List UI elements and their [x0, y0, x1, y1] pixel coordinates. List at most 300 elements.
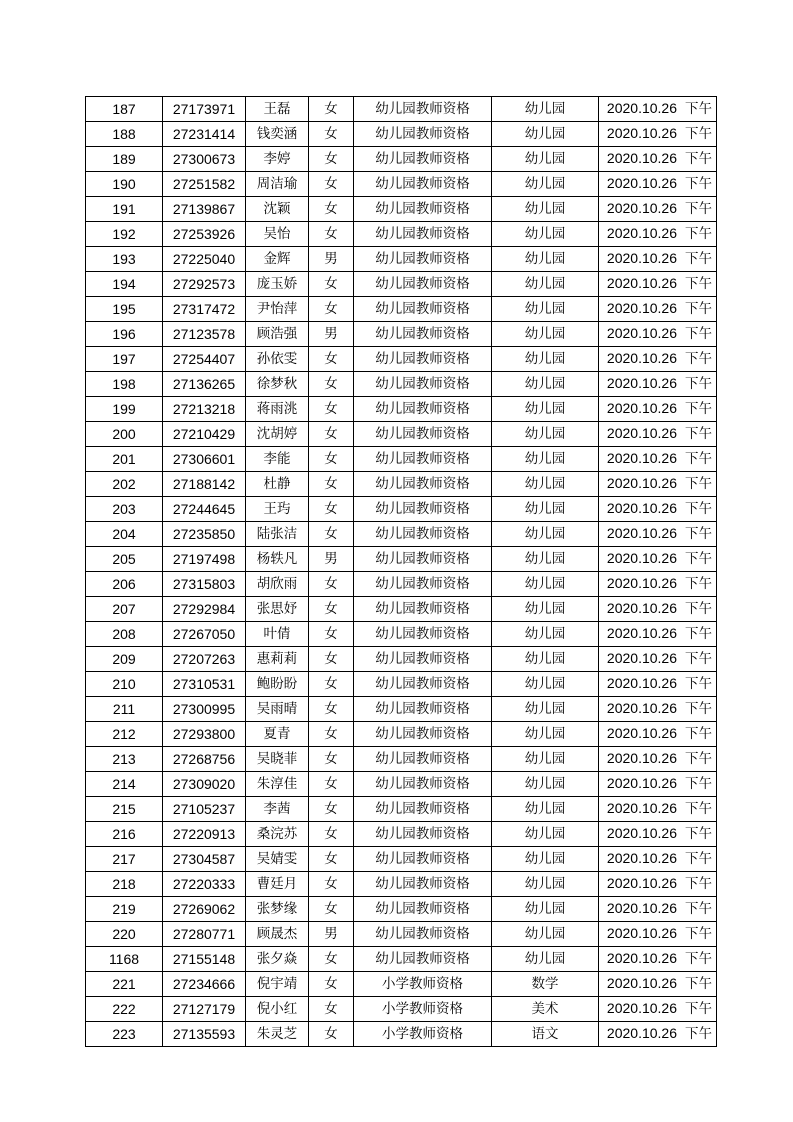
table-row [86, 197, 717, 222]
cell-seq: 190 [86, 172, 163, 197]
cell-certificate: 幼儿园教师资格 [354, 822, 492, 847]
cell-exam-id: 27280771 [163, 922, 246, 947]
cell-subject: 幼儿园 [492, 897, 599, 922]
cell-subject: 幼儿园 [492, 122, 599, 147]
exam-date: 2020.10.26 [606, 700, 677, 716]
cell-gender: 女 [309, 772, 354, 797]
cell-gender: 女 [309, 122, 354, 147]
cell-name: 周洁瑜 [246, 172, 309, 197]
exam-period: 下午 [685, 426, 712, 442]
cell-seq: 209 [86, 647, 163, 672]
table-row [86, 622, 717, 647]
cell-certificate: 幼儿园教师资格 [354, 697, 492, 722]
cell-exam-id: 27269062 [163, 897, 246, 922]
table-row [86, 422, 717, 447]
exam-period: 下午 [685, 676, 712, 692]
cell-certificate: 幼儿园教师资格 [354, 922, 492, 947]
cell-name: 李婷 [246, 147, 309, 172]
cell-exam-id: 27207263 [163, 647, 246, 672]
cell-subject: 幼儿园 [492, 747, 599, 772]
cell-name: 沈颖 [246, 197, 309, 222]
cell-exam-id: 27225040 [163, 247, 246, 272]
cell-exam-time [599, 772, 717, 797]
cell-exam-id: 27267050 [163, 622, 246, 647]
exam-period: 下午 [685, 1026, 712, 1042]
exam-period: 下午 [685, 151, 712, 167]
cell-subject: 幼儿园 [492, 522, 599, 547]
cell-seq: 188 [86, 122, 163, 147]
cell-exam-time [599, 347, 717, 372]
table-row [86, 547, 717, 572]
cell-exam-id: 27220333 [163, 872, 246, 897]
cell-certificate: 幼儿园教师资格 [354, 572, 492, 597]
cell-exam-id: 27244645 [163, 497, 246, 522]
cell-name: 顾浩强 [246, 322, 309, 347]
table-row [86, 722, 717, 747]
cell-exam-time [599, 697, 717, 722]
cell-seq: 194 [86, 272, 163, 297]
exam-period: 下午 [685, 326, 712, 342]
cell-certificate: 幼儿园教师资格 [354, 797, 492, 822]
cell-exam-id: 27127179 [163, 997, 246, 1022]
exam-date: 2020.10.26 [606, 675, 677, 691]
exam-period: 下午 [685, 176, 712, 192]
cell-certificate: 幼儿园教师资格 [354, 897, 492, 922]
cell-subject: 幼儿园 [492, 322, 599, 347]
cell-gender: 女 [309, 947, 354, 972]
exam-period: 下午 [685, 226, 712, 242]
exam-date: 2020.10.26 [606, 900, 677, 916]
cell-name: 吴晓菲 [246, 747, 309, 772]
cell-subject: 幼儿园 [492, 222, 599, 247]
cell-certificate: 幼儿园教师资格 [354, 747, 492, 772]
cell-gender: 女 [309, 847, 354, 872]
cell-name: 惠莉莉 [246, 647, 309, 672]
exam-date: 2020.10.26 [606, 1000, 677, 1016]
cell-certificate: 幼儿园教师资格 [354, 297, 492, 322]
cell-name: 钱奕涵 [246, 122, 309, 147]
cell-exam-time [599, 872, 717, 897]
cell-exam-id: 27251582 [163, 172, 246, 197]
cell-exam-time [599, 747, 717, 772]
cell-certificate: 幼儿园教师资格 [354, 372, 492, 397]
cell-exam-time [599, 597, 717, 622]
exam-period: 下午 [685, 701, 712, 717]
cell-subject: 幼儿园 [492, 772, 599, 797]
cell-exam-time [599, 297, 717, 322]
cell-seq: 187 [86, 97, 163, 122]
cell-gender: 女 [309, 722, 354, 747]
cell-gender: 女 [309, 872, 354, 897]
cell-certificate: 幼儿园教师资格 [354, 847, 492, 872]
cell-certificate: 小学教师资格 [354, 972, 492, 997]
exam-date: 2020.10.26 [606, 375, 677, 391]
cell-exam-time [599, 972, 717, 997]
cell-exam-id: 27188142 [163, 472, 246, 497]
exam-date: 2020.10.26 [606, 850, 677, 866]
cell-exam-id: 27306601 [163, 447, 246, 472]
cell-certificate: 幼儿园教师资格 [354, 272, 492, 297]
cell-seq: 213 [86, 747, 163, 772]
table-row [86, 897, 717, 922]
table-row [86, 247, 717, 272]
cell-name: 鲍盼盼 [246, 672, 309, 697]
cell-certificate: 幼儿园教师资格 [354, 497, 492, 522]
cell-name: 王玙 [246, 497, 309, 522]
cell-gender: 女 [309, 372, 354, 397]
exam-date: 2020.10.26 [606, 825, 677, 841]
cell-certificate: 幼儿园教师资格 [354, 347, 492, 372]
cell-gender: 女 [309, 97, 354, 122]
cell-exam-time [599, 522, 717, 547]
cell-exam-id: 27310531 [163, 672, 246, 697]
exam-period: 下午 [685, 801, 712, 817]
cell-exam-time [599, 272, 717, 297]
cell-exam-id: 27197498 [163, 547, 246, 572]
cell-certificate: 幼儿园教师资格 [354, 772, 492, 797]
cell-exam-time [599, 97, 717, 122]
exam-period: 下午 [685, 551, 712, 567]
table-row [86, 922, 717, 947]
cell-subject: 幼儿园 [492, 372, 599, 397]
exam-period: 下午 [685, 851, 712, 867]
table-row [86, 697, 717, 722]
table-row [86, 97, 717, 122]
cell-gender: 女 [309, 822, 354, 847]
cell-certificate: 幼儿园教师资格 [354, 247, 492, 272]
cell-exam-time [599, 372, 717, 397]
cell-subject: 幼儿园 [492, 872, 599, 897]
cell-name: 徐梦秋 [246, 372, 309, 397]
cell-gender: 女 [309, 647, 354, 672]
cell-gender: 女 [309, 572, 354, 597]
cell-subject: 幼儿园 [492, 497, 599, 522]
cell-certificate: 幼儿园教师资格 [354, 147, 492, 172]
cell-exam-time [599, 322, 717, 347]
cell-certificate: 幼儿园教师资格 [354, 522, 492, 547]
cell-certificate: 幼儿园教师资格 [354, 122, 492, 147]
cell-subject: 幼儿园 [492, 97, 599, 122]
cell-certificate: 幼儿园教师资格 [354, 622, 492, 647]
cell-seq: 211 [86, 697, 163, 722]
cell-certificate: 幼儿园教师资格 [354, 322, 492, 347]
cell-exam-id: 27123578 [163, 322, 246, 347]
cell-exam-id: 27139867 [163, 197, 246, 222]
exam-period: 下午 [685, 376, 712, 392]
cell-certificate: 幼儿园教师资格 [354, 447, 492, 472]
cell-certificate: 小学教师资格 [354, 997, 492, 1022]
cell-seq: 203 [86, 497, 163, 522]
exam-period: 下午 [685, 126, 712, 142]
exam-period: 下午 [685, 726, 712, 742]
exam-period: 下午 [685, 976, 712, 992]
cell-seq: 212 [86, 722, 163, 747]
cell-exam-time [599, 647, 717, 672]
exam-period: 下午 [685, 901, 712, 917]
cell-seq: 195 [86, 297, 163, 322]
cell-gender: 男 [309, 247, 354, 272]
exam-date: 2020.10.26 [606, 600, 677, 616]
exam-date: 2020.10.26 [606, 250, 677, 266]
cell-name: 吴怡 [246, 222, 309, 247]
cell-name: 倪宇靖 [246, 972, 309, 997]
cell-seq: 198 [86, 372, 163, 397]
cell-exam-time [599, 397, 717, 422]
exam-date: 2020.10.26 [606, 725, 677, 741]
cell-name: 曹廷月 [246, 872, 309, 897]
cell-exam-id: 27300995 [163, 697, 246, 722]
cell-gender: 男 [309, 922, 354, 947]
cell-exam-time [599, 897, 717, 922]
cell-gender: 女 [309, 497, 354, 522]
cell-seq: 219 [86, 897, 163, 922]
cell-exam-time [599, 822, 717, 847]
exam-date: 2020.10.26 [606, 500, 677, 516]
exam-period: 下午 [685, 576, 712, 592]
cell-name: 桑浣苏 [246, 822, 309, 847]
table-row [86, 272, 717, 297]
cell-subject: 幼儿园 [492, 472, 599, 497]
cell-gender: 女 [309, 197, 354, 222]
cell-gender: 女 [309, 272, 354, 297]
table-row [86, 972, 717, 997]
cell-exam-time [599, 847, 717, 872]
cell-exam-time [599, 172, 717, 197]
cell-seq: 202 [86, 472, 163, 497]
table-row [86, 472, 717, 497]
table-row [86, 147, 717, 172]
cell-gender: 女 [309, 472, 354, 497]
cell-exam-time [599, 447, 717, 472]
cell-seq: 216 [86, 822, 163, 847]
table-row [86, 822, 717, 847]
table-row [86, 222, 717, 247]
cell-seq: 206 [86, 572, 163, 597]
table-row [86, 572, 717, 597]
cell-subject: 幼儿园 [492, 447, 599, 472]
cell-name: 王磊 [246, 97, 309, 122]
cell-name: 朱灵芝 [246, 1022, 309, 1047]
cell-subject: 幼儿园 [492, 697, 599, 722]
cell-exam-id: 27213218 [163, 397, 246, 422]
cell-gender: 女 [309, 422, 354, 447]
cell-exam-id: 27155148 [163, 947, 246, 972]
exam-date: 2020.10.26 [606, 325, 677, 341]
cell-name: 李茜 [246, 797, 309, 822]
exam-date: 2020.10.26 [606, 200, 677, 216]
cell-exam-time [599, 247, 717, 272]
exam-period: 下午 [685, 626, 712, 642]
exam-period: 下午 [685, 776, 712, 792]
exam-period: 下午 [685, 1001, 712, 1017]
cell-name: 朱淳佳 [246, 772, 309, 797]
table-row [86, 447, 717, 472]
cell-seq: 217 [86, 847, 163, 872]
cell-exam-time [599, 997, 717, 1022]
cell-certificate: 幼儿园教师资格 [354, 647, 492, 672]
cell-subject: 幼儿园 [492, 397, 599, 422]
cell-exam-id: 27231414 [163, 122, 246, 147]
cell-exam-id: 27135593 [163, 1022, 246, 1047]
cell-certificate: 幼儿园教师资格 [354, 97, 492, 122]
cell-name: 杜静 [246, 472, 309, 497]
exam-date: 2020.10.26 [606, 525, 677, 541]
cell-seq: 196 [86, 322, 163, 347]
exam-date: 2020.10.26 [606, 175, 677, 191]
cell-certificate: 幼儿园教师资格 [354, 172, 492, 197]
table-row [86, 772, 717, 797]
cell-seq: 191 [86, 197, 163, 222]
cell-exam-time [599, 572, 717, 597]
cell-gender: 女 [309, 447, 354, 472]
cell-seq: 197 [86, 347, 163, 372]
cell-name: 杨轶凡 [246, 547, 309, 572]
cell-exam-id: 27210429 [163, 422, 246, 447]
cell-name: 陆张洁 [246, 522, 309, 547]
table-body [86, 97, 717, 1047]
cell-subject: 幼儿园 [492, 722, 599, 747]
cell-gender: 男 [309, 547, 354, 572]
table-row [86, 347, 717, 372]
table-row [86, 872, 717, 897]
cell-subject: 幼儿园 [492, 822, 599, 847]
exam-period: 下午 [685, 251, 712, 267]
cell-gender: 女 [309, 597, 354, 622]
exam-date: 2020.10.26 [606, 125, 677, 141]
cell-name: 张梦缘 [246, 897, 309, 922]
cell-name: 蒋雨洮 [246, 397, 309, 422]
cell-name: 胡欣雨 [246, 572, 309, 597]
cell-subject: 幼儿园 [492, 347, 599, 372]
cell-gender: 女 [309, 997, 354, 1022]
cell-name: 叶倩 [246, 622, 309, 647]
cell-gender: 女 [309, 397, 354, 422]
table-row [86, 597, 717, 622]
table-row [86, 372, 717, 397]
exam-date: 2020.10.26 [606, 975, 677, 991]
exam-date: 2020.10.26 [606, 575, 677, 591]
cell-name: 张夕焱 [246, 947, 309, 972]
table-row [86, 322, 717, 347]
cell-seq: 215 [86, 797, 163, 822]
table-row [86, 997, 717, 1022]
cell-subject: 幼儿园 [492, 647, 599, 672]
cell-gender: 女 [309, 797, 354, 822]
exam-period: 下午 [685, 401, 712, 417]
table-row [86, 747, 717, 772]
exam-period: 下午 [685, 651, 712, 667]
table-row [86, 947, 717, 972]
cell-seq: 214 [86, 772, 163, 797]
cell-exam-id: 27173971 [163, 97, 246, 122]
cell-exam-time [599, 672, 717, 697]
cell-subject: 幼儿园 [492, 922, 599, 947]
cell-exam-id: 27136265 [163, 372, 246, 397]
cell-certificate: 幼儿园教师资格 [354, 547, 492, 572]
table-row [86, 172, 717, 197]
cell-subject: 幼儿园 [492, 622, 599, 647]
cell-subject: 幼儿园 [492, 422, 599, 447]
cell-subject: 幼儿园 [492, 247, 599, 272]
cell-name: 吴雨晴 [246, 697, 309, 722]
cell-subject: 幼儿园 [492, 847, 599, 872]
cell-name: 倪小红 [246, 997, 309, 1022]
exam-date: 2020.10.26 [606, 550, 677, 566]
exam-period: 下午 [685, 526, 712, 542]
cell-subject: 幼儿园 [492, 147, 599, 172]
table-row [86, 522, 717, 547]
cell-gender: 女 [309, 147, 354, 172]
cell-exam-id: 27268756 [163, 747, 246, 772]
exam-date: 2020.10.26 [606, 300, 677, 316]
exam-period: 下午 [685, 876, 712, 892]
exam-date: 2020.10.26 [606, 225, 677, 241]
cell-name: 庞玉娇 [246, 272, 309, 297]
cell-exam-time [599, 622, 717, 647]
cell-name: 孙依雯 [246, 347, 309, 372]
exam-date: 2020.10.26 [606, 775, 677, 791]
exam-date: 2020.10.26 [606, 750, 677, 766]
exam-period: 下午 [685, 926, 712, 942]
cell-certificate: 幼儿园教师资格 [354, 947, 492, 972]
cell-exam-id: 27254407 [163, 347, 246, 372]
table-row [86, 647, 717, 672]
cell-subject: 幼儿园 [492, 597, 599, 622]
cell-gender: 男 [309, 322, 354, 347]
cell-exam-time [599, 547, 717, 572]
cell-seq: 220 [86, 922, 163, 947]
exam-period: 下午 [685, 351, 712, 367]
exam-date: 2020.10.26 [606, 275, 677, 291]
cell-certificate: 幼儿园教师资格 [354, 597, 492, 622]
exam-date: 2020.10.26 [606, 925, 677, 941]
cell-exam-time [599, 797, 717, 822]
cell-subject: 幼儿园 [492, 947, 599, 972]
cell-seq: 221 [86, 972, 163, 997]
cell-exam-id: 27292573 [163, 272, 246, 297]
cell-exam-id: 27309020 [163, 772, 246, 797]
cell-seq: 207 [86, 597, 163, 622]
cell-exam-time [599, 422, 717, 447]
cell-subject: 语文 [492, 1022, 599, 1047]
cell-gender: 女 [309, 672, 354, 697]
exam-period: 下午 [685, 451, 712, 467]
table-row [86, 1022, 717, 1047]
exam-date: 2020.10.26 [606, 475, 677, 491]
cell-name: 顾晟杰 [246, 922, 309, 947]
cell-seq: 192 [86, 222, 163, 247]
cell-name: 夏青 [246, 722, 309, 747]
exam-date: 2020.10.26 [606, 400, 677, 416]
exam-period: 下午 [685, 301, 712, 317]
cell-name: 沈胡婷 [246, 422, 309, 447]
exam-period: 下午 [685, 276, 712, 292]
exam-date: 2020.10.26 [606, 875, 677, 891]
cell-seq: 199 [86, 397, 163, 422]
exam-period: 下午 [685, 501, 712, 517]
cell-exam-id: 27300673 [163, 147, 246, 172]
cell-exam-time [599, 472, 717, 497]
cell-certificate: 幼儿园教师资格 [354, 197, 492, 222]
exam-date: 2020.10.26 [606, 650, 677, 666]
cell-subject: 幼儿园 [492, 547, 599, 572]
cell-exam-time [599, 222, 717, 247]
cell-seq: 223 [86, 1022, 163, 1047]
cell-seq: 189 [86, 147, 163, 172]
cell-exam-id: 27293800 [163, 722, 246, 747]
cell-exam-time [599, 122, 717, 147]
cell-seq: 201 [86, 447, 163, 472]
